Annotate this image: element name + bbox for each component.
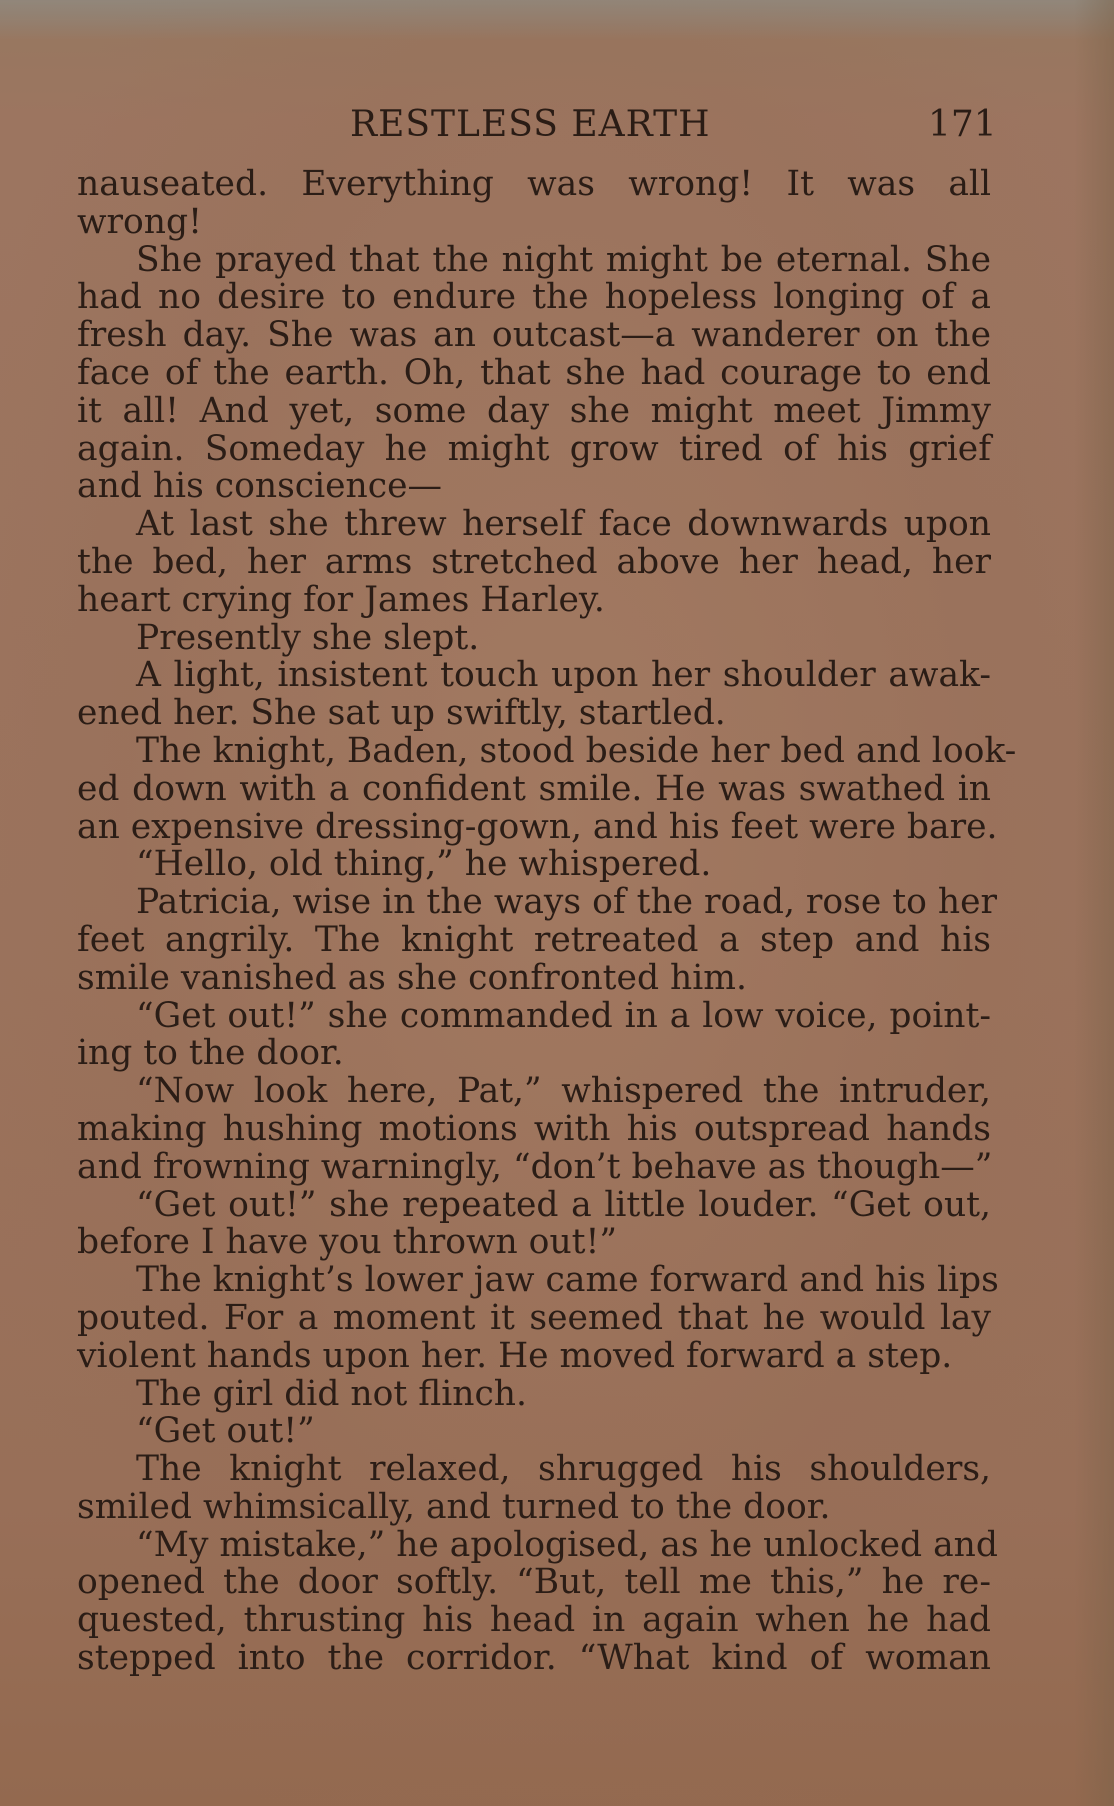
text-line: ing to the door. [77, 1033, 344, 1074]
text-line: feet angrily. The knight retreated a step and his [77, 919, 991, 960]
text-line: again. Someday he might grow tired of his grief [77, 428, 991, 469]
text-line: “My mistake,” he apologised, as he unlocked and [136, 1524, 998, 1565]
text-line: At last she threw herself face downwards upon [136, 504, 991, 545]
text-line: the bed, her arms stretched above her head, her [77, 541, 991, 582]
text-line: ed down with a confident smile. He was swathed in [77, 768, 991, 809]
text-line: “Get out!” [136, 1411, 315, 1452]
text-line: nauseated. Everything was wrong! It was all [77, 164, 991, 204]
text-line: an expensive dressing-gown, and his feet were bare. [77, 806, 998, 847]
running-head [0, 104, 1114, 154]
text-line: smiled whimsically, and turned to the door. [77, 1486, 831, 1527]
text-line: smile vanished as she confronted him. [77, 957, 747, 998]
text-line: stepped into the corridor. “What kind of woman [77, 1638, 991, 1679]
text-line: making hushing motions with his outspread hands [77, 1108, 991, 1149]
text-line: and frowning warningly, “don’t behave as though—” [77, 1146, 993, 1187]
text-line: Presently she slept. [136, 617, 480, 658]
text-line: A light, insistent touch upon her shoulder awak- [136, 655, 991, 696]
text-line: face of the earth. Oh, that she had courage to end [77, 352, 991, 393]
text-line: fresh day. She was an outcast—a wanderer on the [77, 315, 991, 356]
body-text [77, 164, 1017, 1679]
text-line: She prayed that the night might be eternal. She [136, 239, 991, 280]
running-head-title: RESTLESS EARTH [350, 104, 711, 145]
text-line: and his conscience— [77, 466, 443, 507]
page-right-edge [1074, 0, 1114, 1806]
text-line: before I have you thrown out!” [77, 1222, 618, 1263]
text-line: wrong! [77, 201, 202, 242]
text-line: “Hello, old thing,” he whispered. [136, 844, 712, 885]
text-line: quested, thrusting his head in again when he had [77, 1600, 991, 1641]
text-line: pouted. For a moment it seemed that he would lay [77, 1297, 991, 1338]
page-number: 171 [928, 104, 997, 145]
page-top-edge [0, 0, 1114, 40]
text-line: Patricia, wise in the ways of the road, rose to her [136, 882, 997, 923]
text-line: opened the door softly. “But, tell me this,” he re- [77, 1562, 991, 1603]
text-line: The knight’s lower jaw came forward and his lips [136, 1260, 999, 1301]
text-line: The knight, Baden, stood beside her bed and look- [136, 730, 1017, 771]
text-line: had no desire to endure the hopeless longing of a [77, 277, 991, 318]
text-line: The girl did not flinch. [136, 1373, 527, 1414]
text-line: “Now look here, Pat,” whispered the intruder, [136, 1071, 991, 1112]
text-line: The knight relaxed, shrugged his shoulders, [136, 1449, 991, 1490]
text-line: ened her. She sat up swiftly, startled. [77, 693, 726, 734]
text-line: it all! And yet, some day she might meet Jimmy [77, 390, 991, 431]
text-line: “Get out!” she repeated a little louder. “Get out, [136, 1184, 991, 1225]
text-line: violent hands upon her. He moved forward a step. [77, 1335, 953, 1376]
text-line: “Get out!” she commanded in a low voice, point- [136, 995, 991, 1036]
text-line: heart crying for James Harley. [77, 579, 605, 620]
